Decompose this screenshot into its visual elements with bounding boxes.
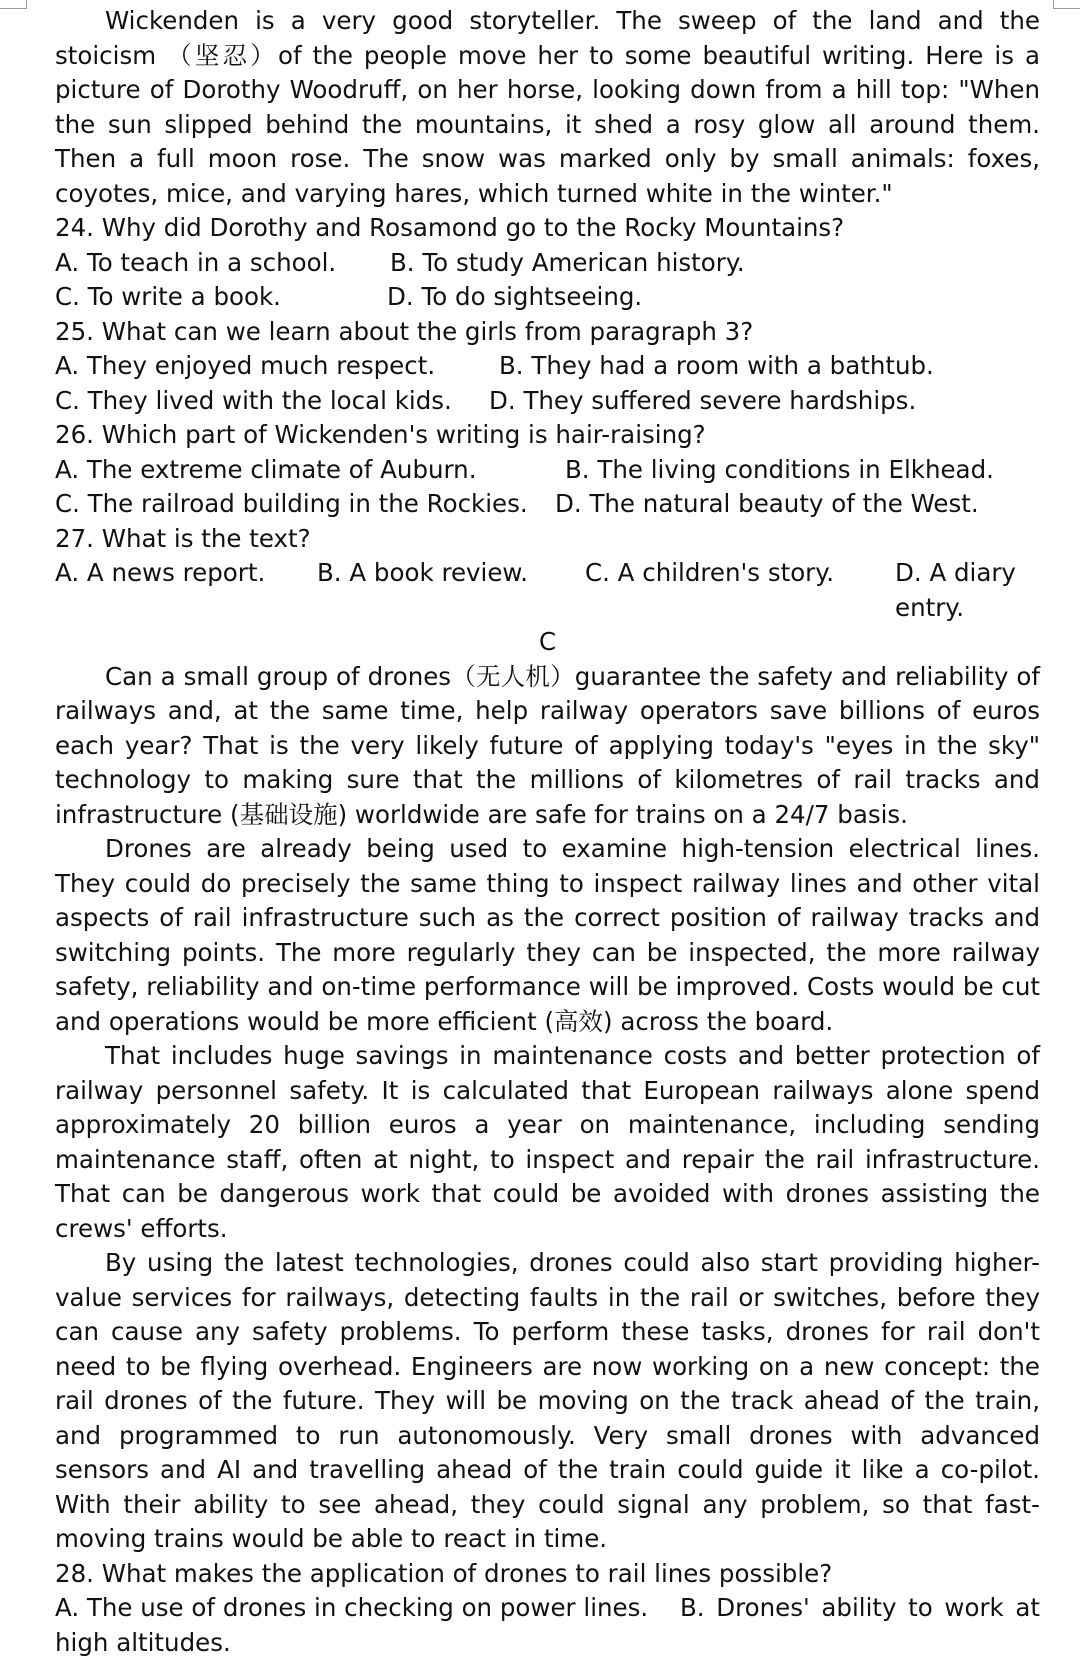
q24-option-b: B. To study American history. bbox=[390, 247, 745, 277]
q27-option-d: D. A diary entry. bbox=[895, 558, 1016, 622]
question-25-stem: 25. What can we learn about the girls from paragraph 3? bbox=[55, 316, 754, 346]
q26-option-b: B. The living conditions in Elkhead. bbox=[565, 454, 994, 484]
q26-option-a: A. The extreme climate of Auburn. bbox=[55, 454, 477, 484]
q27-option-b: B. A book review. bbox=[317, 558, 529, 587]
question-26-options bbox=[55, 453, 1040, 522]
q27-option-c: C. A children's story. bbox=[585, 558, 835, 587]
q27-option-a: A. A news report. bbox=[55, 558, 266, 587]
q25-option-c: C. They lived with the local kids. bbox=[55, 385, 452, 415]
q28-option-a: A. The use of drones in checking on power lines. bbox=[55, 1593, 649, 1622]
question-27-options bbox=[55, 556, 1040, 625]
question-24-stem: 24. Why did Dorothy and Rosamond go to the Rocky Mountains? bbox=[55, 213, 845, 242]
question-27-stem: 27. What is the text? bbox=[55, 523, 311, 553]
section-c-paragraph-3: That includes huge savings in maintenance costs and better protection of railway personnel safety. It is calculated that European railways alone spend approximately 20 billion euros a year on maintenance, including sending maintenance staff, often at night, to inspect and repair the rail infrastructure. That can be dangerous work that could be avoided with drones assisting the crews' efforts. bbox=[55, 1041, 1040, 1243]
q25-option-d: D. They suffered severe hardships. bbox=[489, 385, 917, 415]
question-28-options bbox=[55, 1591, 1040, 1660]
page-corner-mark-right bbox=[1053, 0, 1080, 9]
q28-option-b: B. Drones' ability to work at high altitudes. bbox=[55, 1593, 1040, 1657]
section-c-paragraph-1: Can a small group of drones（无人机）guarantee the safety and reliability of railways and, at the same time, help railway operators save billions of euros each year? That is the very likely future of applying today's "eyes in the sky" technology to making sure that the millions of kilometres of rail tracks and infrastructure (基础设施) worldwide are safe for trains on a 24/7 basis. bbox=[55, 661, 1040, 829]
question-28-stem: 28. What makes the application of drones to rail lines possible? bbox=[55, 1558, 833, 1588]
page-corner-mark-left bbox=[0, 0, 27, 9]
q24-option-a: A. To teach in a school. bbox=[55, 247, 337, 277]
q25-option-a: A. They enjoyed much respect. bbox=[55, 351, 436, 380]
q25-option-b: B. They had a room with a bathtub. bbox=[499, 351, 934, 380]
section-c-paragraph-4: By using the latest technologies, drones could also start providing higher-value services for railways, detecting faults in the rail or switches, before they can cause any safety problems. To perform these tasks, drones for rail don't need to be flying overhead. Engineers are now working on a new concept: the rail drones of the future. They will be moving on the track ahead of the train, and programmed to run autonomously. Very small drones with advanced sensors and AI and travelling ahead of the train could guide it like a co-pilot. With their ability to see ahead, they could signal any problem, so that fast-moving trains would be able to react in time. bbox=[55, 1248, 1040, 1553]
question-24-options bbox=[55, 246, 1040, 315]
q26-option-c: C. The railroad building in the Rockies. bbox=[55, 489, 528, 518]
q26-option-d: D. The natural beauty of the West. bbox=[555, 489, 979, 518]
question-25-options bbox=[55, 349, 1040, 418]
q24-option-c: C. To write a book. bbox=[55, 282, 281, 311]
document-page bbox=[55, 4, 1040, 1660]
question-26-stem: 26. Which part of Wickenden's writing is hair-raising? bbox=[55, 420, 706, 449]
section-c-paragraph-2: Drones are already being used to examine high-tension electrical lines. They could do precisely the same thing to inspect railway lines and other vital aspects of rail infrastructure such as the correct position of railway tracks and switching points. The more regularly they can be inspected, the more railway safety, reliability and on-time performance will be improved. Costs would be cut and operations would be more efficient (高效) across the board. bbox=[55, 834, 1040, 1036]
q24-option-d: D. To do sightseeing. bbox=[387, 282, 643, 311]
passage-b-paragraph: Wickenden is a very good storyteller. The sweep of the land and the stoicism （坚忍）of the people move her to some beautiful writing. Here is a picture of Dorothy Woodruff, on her horse, looking down from a hill top: "When the sun slipped behind the mountains, it shed a rosy glow all around them. Then a full moon rose. The snow was marked only by small animals: foxes, coyotes, mice, and varying hares, which turned white in the winter." bbox=[55, 6, 1040, 208]
section-c-heading: C bbox=[538, 627, 557, 656]
